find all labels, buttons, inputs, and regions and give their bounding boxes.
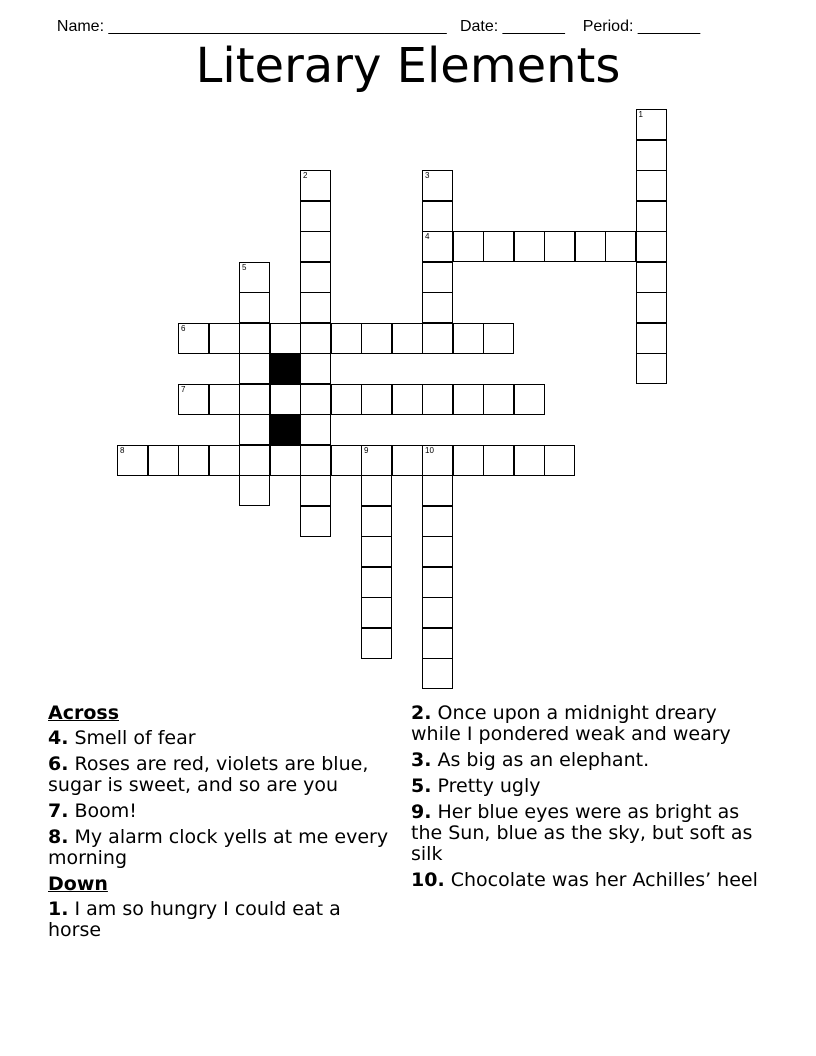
grid-cell[interactable] [483, 384, 514, 415]
grid-cell[interactable] [300, 323, 331, 354]
clue-number: 9 [364, 445, 369, 455]
clue-number: 6 [181, 323, 186, 333]
grid-cell[interactable] [422, 323, 453, 354]
clue-item [48, 754, 393, 796]
clue-item [411, 802, 771, 865]
grid-cell[interactable] [239, 292, 270, 323]
grid-cell[interactable] [422, 628, 453, 659]
black-square [270, 353, 301, 384]
name-field[interactable]: Name: ______________________________________ [56, 18, 447, 35]
clue-number: 5 [242, 262, 247, 272]
grid-cell[interactable] [422, 292, 453, 323]
grid-cell[interactable] [453, 384, 484, 415]
grid-cell[interactable] [483, 445, 514, 476]
black-square [270, 414, 301, 445]
grid-cell[interactable] [270, 323, 301, 354]
clue-number: 1. [48, 898, 69, 920]
grid-cell[interactable] [270, 384, 301, 415]
grid-cell[interactable] [422, 384, 453, 415]
grid-cell[interactable] [300, 170, 331, 201]
grid-cell[interactable] [361, 597, 392, 628]
grid-cell[interactable] [331, 445, 362, 476]
grid-cell[interactable] [300, 262, 331, 293]
grid-cell[interactable] [361, 506, 392, 537]
across-heading: Across [48, 702, 120, 724]
grid-cell[interactable] [422, 536, 453, 567]
grid-cell[interactable] [239, 475, 270, 506]
grid-cell[interactable] [300, 475, 331, 506]
grid-cell[interactable] [331, 323, 362, 354]
grid-cell[interactable] [361, 323, 392, 354]
grid-cell[interactable] [422, 262, 453, 293]
clue-number: 7. [48, 800, 69, 822]
grid-cell[interactable] [453, 445, 484, 476]
grid-cell[interactable] [636, 140, 667, 171]
clue-text: I am so hungry I could eat a horse [48, 898, 341, 941]
grid-cell[interactable] [239, 262, 270, 293]
clues-right-column [411, 703, 771, 896]
clue-number: 7 [181, 384, 186, 394]
clue-item [48, 827, 393, 869]
clue-number: 1 [638, 110, 643, 119]
grid-cell[interactable] [422, 567, 453, 598]
grid-cell[interactable] [300, 231, 331, 262]
clue-item [48, 899, 393, 941]
clue-number: 2 [303, 171, 308, 180]
grid-cell[interactable] [422, 231, 453, 262]
grid-cell[interactable] [422, 597, 453, 628]
grid-cell[interactable] [178, 445, 209, 476]
grid-cell[interactable] [636, 170, 667, 201]
grid-cell[interactable] [392, 323, 423, 354]
grid-cell[interactable] [209, 445, 240, 476]
clue-number: 2. [411, 702, 432, 724]
grid-cell[interactable] [544, 445, 575, 476]
clue-number: 4. [48, 727, 69, 749]
grid-cell[interactable] [422, 506, 453, 537]
grid-cell[interactable] [422, 658, 453, 689]
clue-text: Once upon a midnight dreary while I pondered weak and weary [411, 702, 731, 745]
across-clue-list [48, 728, 393, 869]
grid-cell[interactable] [239, 445, 270, 476]
grid-cell[interactable] [636, 292, 667, 323]
period-field[interactable]: Period: _______ [582, 18, 701, 35]
grid-cell[interactable] [636, 231, 667, 262]
clue-text: Her blue eyes were as bright as the Sun, blue as the sky, but soft as silk [411, 801, 753, 865]
grid-cell[interactable] [361, 628, 392, 659]
grid-cell[interactable] [636, 323, 667, 354]
grid-cell[interactable] [422, 445, 453, 476]
clue-number: 3. [411, 749, 432, 771]
grid-cell[interactable] [636, 262, 667, 293]
clue-text: Chocolate was her Achilles’ heel [444, 869, 758, 891]
down-clue-list-right [411, 703, 771, 891]
clue-number: 6. [48, 753, 69, 775]
clue-number: 5. [411, 775, 432, 797]
grid-cell[interactable] [483, 323, 514, 354]
grid-cell[interactable] [361, 536, 392, 567]
page-title: Literary Elements [195, 38, 621, 94]
clue-number: 3 [425, 171, 430, 180]
clue-text: Smell of fear [68, 727, 196, 749]
grid-cell[interactable] [514, 231, 545, 262]
grid-cell[interactable] [300, 201, 331, 232]
grid-cell[interactable] [239, 384, 270, 415]
grid-cell[interactable] [117, 445, 148, 476]
grid-cell[interactable] [209, 323, 240, 354]
clue-number: 10. [411, 869, 445, 891]
clue-text: My alarm clock yells at me every morning [48, 826, 389, 869]
grid-cell[interactable] [575, 231, 606, 262]
grid-cell[interactable] [605, 231, 636, 262]
grid-cell[interactable] [239, 414, 270, 445]
grid-cell[interactable] [514, 445, 545, 476]
grid-cell[interactable] [453, 231, 484, 262]
date-field[interactable]: Date: _______ [459, 18, 565, 35]
grid-cell[interactable] [300, 384, 331, 415]
clue-item [411, 870, 771, 891]
clue-item [411, 750, 771, 771]
grid-cell[interactable] [422, 475, 453, 506]
grid-cell[interactable] [483, 231, 514, 262]
grid-cell[interactable] [392, 384, 423, 415]
grid-cell[interactable] [453, 323, 484, 354]
grid-cell[interactable] [392, 445, 423, 476]
grid-cell[interactable] [361, 445, 392, 476]
down-clue-list-left [48, 899, 393, 941]
grid-cell[interactable] [636, 109, 667, 140]
grid-cell[interactable] [361, 567, 392, 598]
clue-item [48, 801, 393, 822]
grid-cell[interactable] [331, 384, 362, 415]
grid-cell[interactable] [300, 292, 331, 323]
grid-cell[interactable] [209, 384, 240, 415]
clue-item [411, 776, 771, 797]
grid-cell[interactable] [239, 323, 270, 354]
grid-cell[interactable] [300, 414, 331, 445]
clue-item [411, 703, 771, 745]
grid-cell[interactable] [361, 384, 392, 415]
down-heading: Down [48, 873, 108, 895]
grid-cell[interactable] [636, 201, 667, 232]
clue-number: 10 [425, 445, 434, 455]
clue-number: 8 [120, 445, 125, 455]
clue-text: As big as an elephant. [431, 749, 650, 771]
clue-number: 4 [425, 232, 430, 241]
clue-text: Roses are red, violets are blue, sugar is sweet, and so are you [48, 753, 369, 796]
clue-number: 8. [48, 826, 69, 848]
grid-cell[interactable] [422, 201, 453, 232]
grid-cell[interactable] [178, 323, 209, 354]
grid-cell[interactable] [544, 231, 575, 262]
grid-cell[interactable] [422, 170, 453, 201]
grid-cell[interactable] [178, 384, 209, 415]
grid-cell[interactable] [300, 353, 331, 384]
clue-item [48, 728, 393, 749]
grid-cell[interactable] [636, 353, 667, 384]
clue-text: Boom! [68, 800, 137, 822]
grid-cell[interactable] [300, 506, 331, 537]
clue-number: 9. [411, 801, 432, 823]
grid-cell[interactable] [270, 445, 301, 476]
grid-cell[interactable] [148, 445, 179, 476]
grid-cell[interactable] [300, 445, 331, 476]
grid-cell[interactable] [361, 475, 392, 506]
grid-cell[interactable] [239, 353, 270, 384]
clues-left-column [48, 703, 393, 946]
grid-cell[interactable] [514, 384, 545, 415]
clue-text: Pretty ugly [431, 775, 541, 797]
